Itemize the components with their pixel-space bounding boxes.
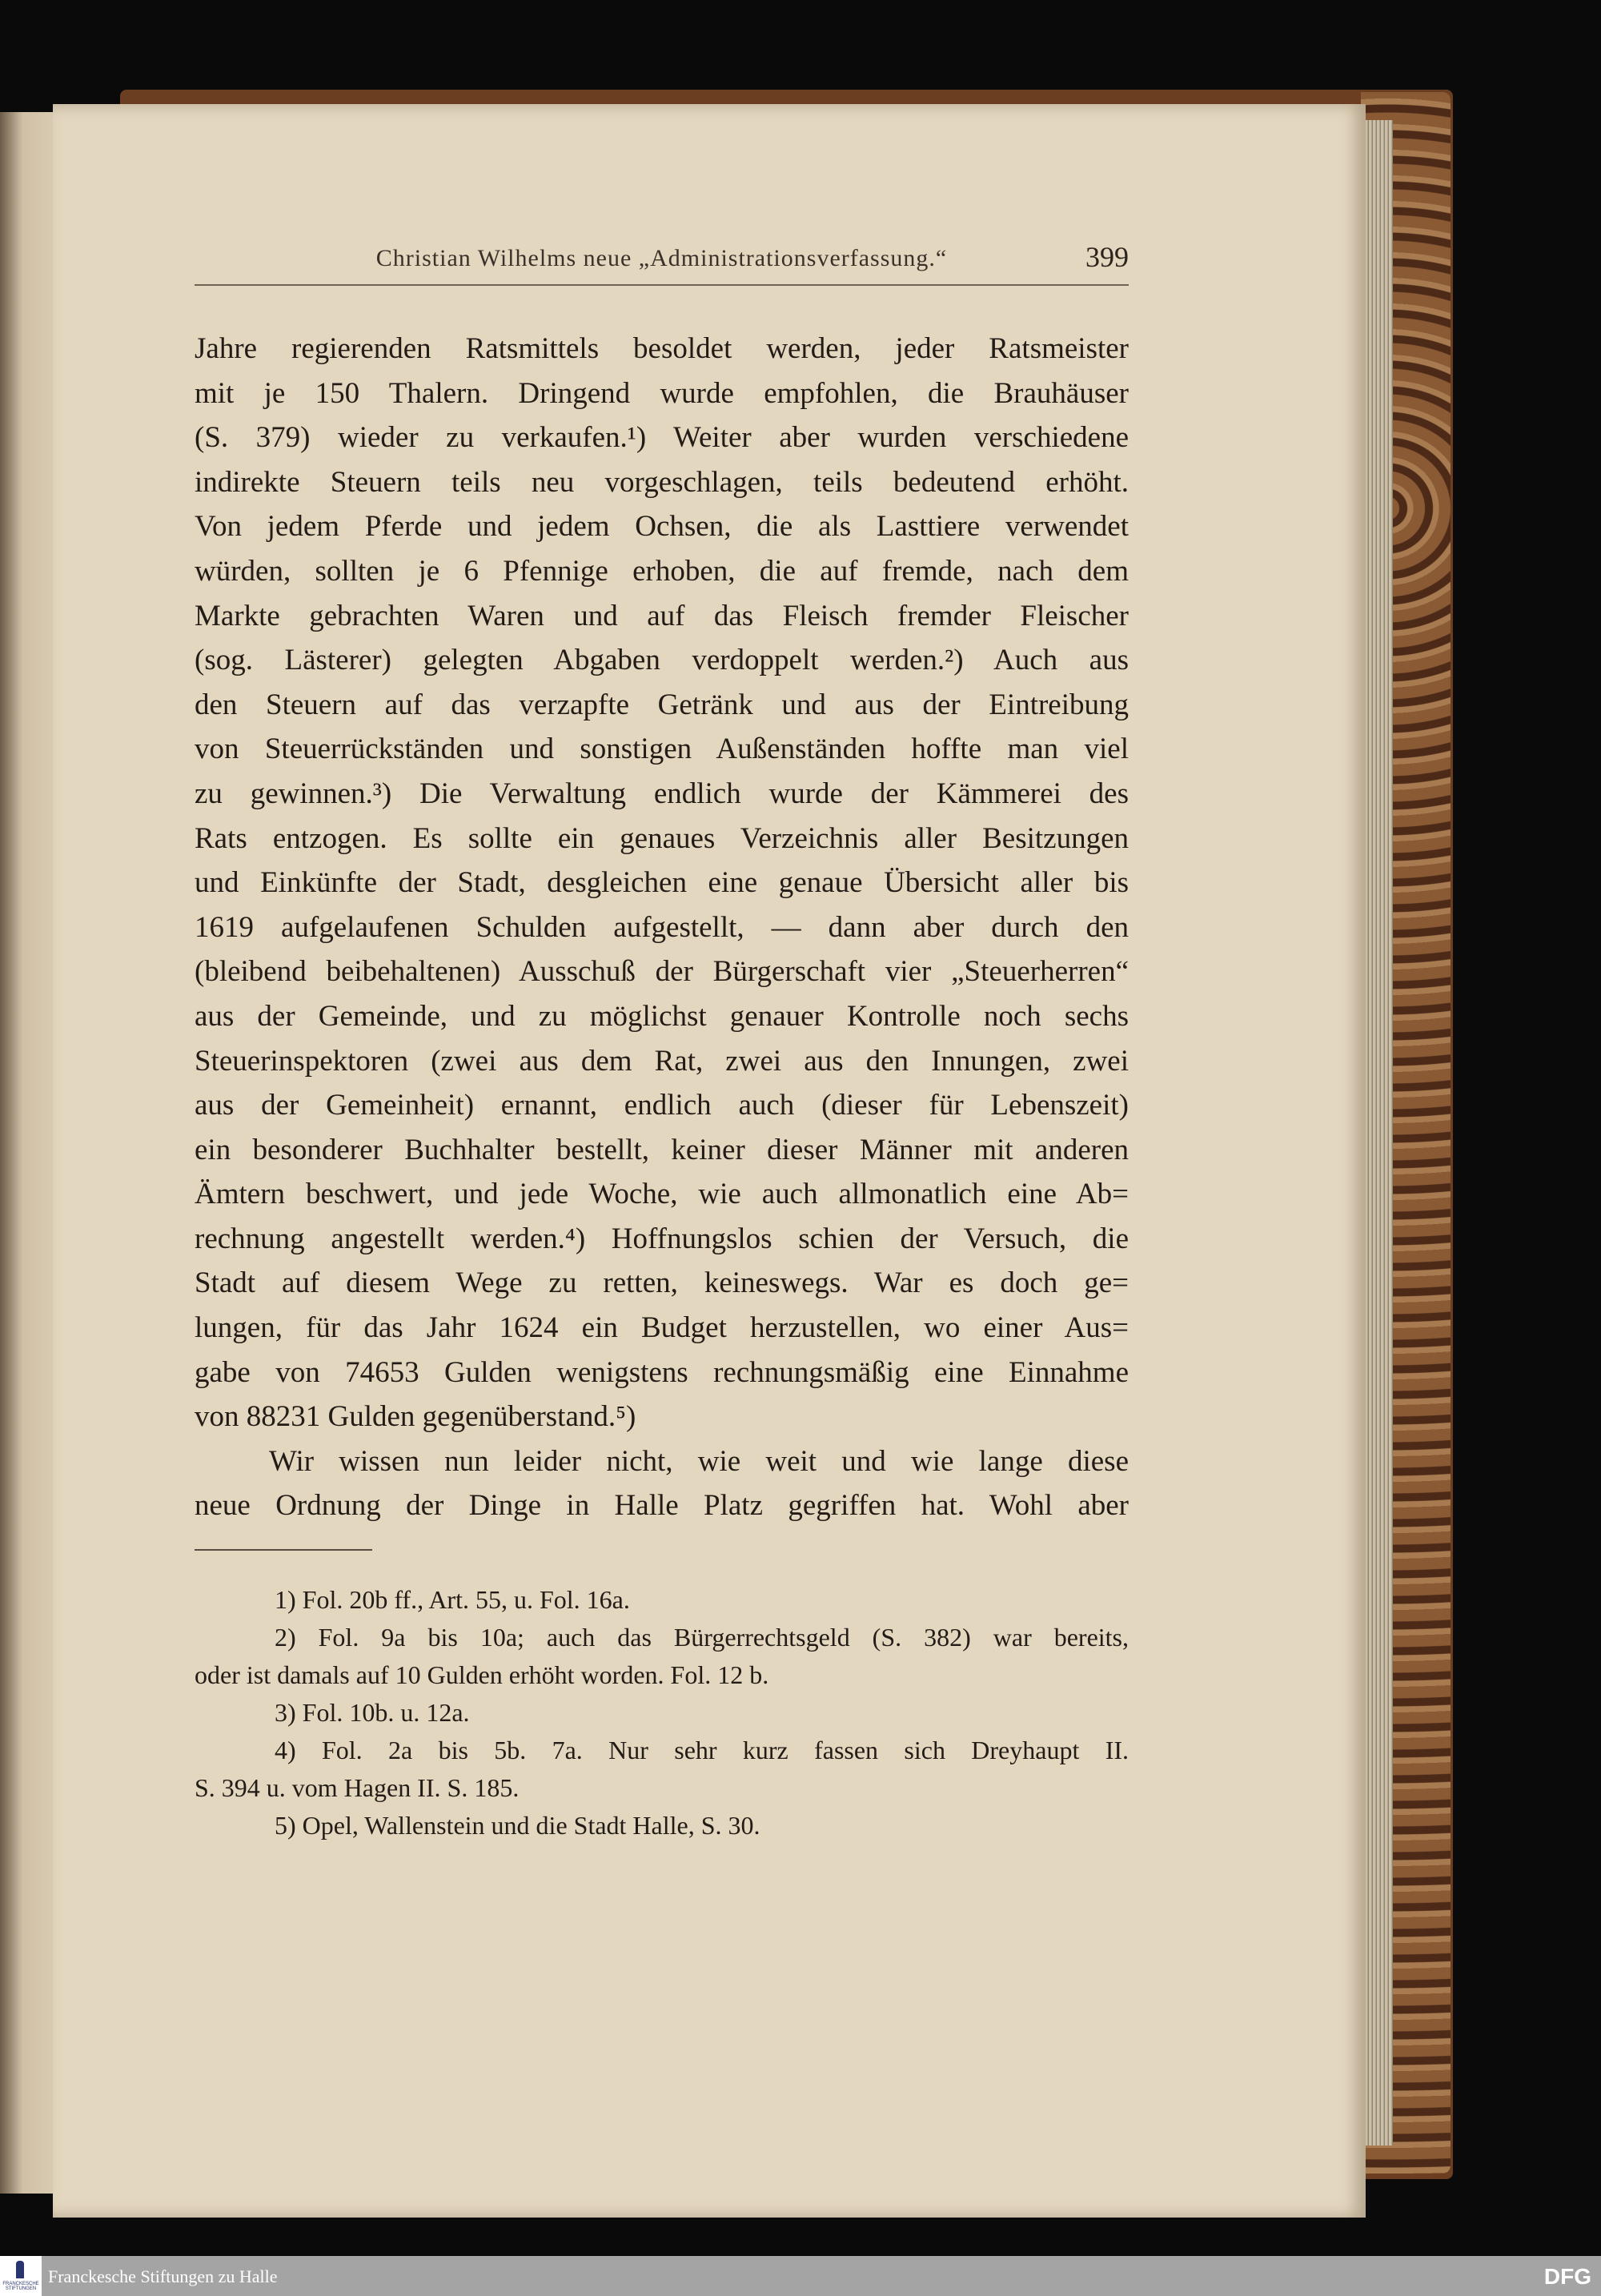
text-line: aus der Gemeinde, und zu möglichst genauer Kontrolle noch sechs — [195, 999, 1129, 1033]
page-number: 399 — [1085, 241, 1129, 273]
text-line: indirekte Steuern teils neu vorgeschlagen, teils bedeutend erhöht. — [195, 465, 1129, 499]
text-line: (bleibend beibehaltenen) Ausschuß der Bürgerschaft vier „Steuerherren“ — [195, 955, 1129, 989]
text-line: würden, sollten je 6 Pfennige erhoben, die auf fremde, nach dem — [195, 554, 1129, 588]
text-line: Ämtern beschwert, und jede Woche, wie auch allmonatlich eine Ab= — [195, 1178, 1129, 1211]
footnote-line: oder ist damals auf 10 Gulden erhöht worden. Fol. 12 b. — [195, 1660, 769, 1689]
text-line: (sog. Lästerer) gelegten Abgaben verdoppelt werden.²) Auch aus — [195, 644, 1129, 677]
text-line: Markte gebrachten Waren und auf das Fleisch fremder Fleischer — [195, 599, 1129, 632]
header-rule — [195, 284, 1129, 286]
footnote-line: 3) Fol. 10b. u. 12a. — [275, 1698, 470, 1727]
text-line: den Steuern auf das verzapfte Getränk und aus der Eintreibung — [195, 688, 1129, 721]
footnotes — [195, 1581, 1129, 1844]
logo-figure-icon — [16, 2261, 24, 2278]
text-line: neue Ordnung der Dinge in Halle Platz gegriffen hat. Wohl aber — [195, 1489, 1129, 1523]
text-line: Rats entzogen. Es sollte ein genaues Verzeichnis aller Besitzungen — [195, 821, 1129, 855]
text-line: Steuerinspektoren (zwei aus dem Rat, zwei aus den Innungen, zwei — [195, 1044, 1129, 1078]
text-line: Wir wissen nun leider nicht, wie weit und wie lange diese — [269, 1444, 1129, 1478]
footnote-line: 5) Opel, Wallenstein und die Stadt Halle, S. 30. — [275, 1811, 760, 1840]
dfg-logo[interactable]: DFG — [1543, 2264, 1591, 2289]
text-line: rechnung angestellt werden.⁴) Hoffnungslos schien der Versuch, die — [195, 1222, 1129, 1255]
text-line: aus der Gemeinheit) ernannt, endlich auch (dieser für Lebenszeit) — [195, 1089, 1129, 1122]
viewer-footer-bar — [0, 2256, 1601, 2296]
text-line: mit je 150 Thalern. Dringend wurde empfohlen, die Brauhäuser — [195, 376, 1129, 410]
text-line: 1619 aufgelaufenen Schulden aufgestellt, — dann aber durch den — [195, 910, 1129, 944]
running-title: Christian Wilhelms neue „Administrationsverfassung.“ — [375, 245, 948, 271]
institution-logo[interactable] — [0, 2256, 42, 2296]
page-stack-edge — [1361, 120, 1393, 2145]
text-line: Stadt auf diesem Wege zu retten, keineswegs. War es doch ge= — [195, 1266, 1129, 1300]
text-line: von Steuerrückständen und sonstigen Außenständen hoffte man viel — [195, 733, 1129, 766]
text-line: Jahre regierenden Ratsmittels besoldet werden, jeder Ratsmeister — [195, 332, 1129, 365]
body-text — [195, 327, 1129, 1528]
footnote-line: 4) Fol. 2a bis 5b. 7a. Nur sehr kurz fassen sich Dreyhaupt II. — [275, 1736, 1129, 1764]
facing-page-edge — [0, 112, 56, 2194]
footnote-line: 2) Fol. 9a bis 10a; auch das Bürgerrechtsgeld (S. 382) war bereits, — [275, 1623, 1129, 1652]
text-line: Von jedem Pferde und jedem Ochsen, die als Lasttiere verwendet — [195, 510, 1129, 544]
text-line: gabe von 74653 Gulden wenigstens rechnungsmäßig eine Einnahme — [195, 1355, 1129, 1389]
text-line: lungen, für das Jahr 1624 ein Budget herzustellen, wo einer Aus= — [195, 1311, 1129, 1345]
institution-name[interactable]: Franckesche Stiftungen zu Halle — [48, 2266, 278, 2286]
text-line: (S. 379) wieder zu verkaufen.¹) Weiter aber wurden verschiedene — [195, 421, 1129, 455]
text-line: von 88231 Gulden gegenüberstand.⁵) — [195, 1400, 636, 1434]
footnote-line: S. 394 u. vom Hagen II. S. 185. — [195, 1773, 520, 1802]
footnote-rule — [195, 1549, 372, 1551]
text-line: und Einkünfte der Stadt, desgleichen eine genaue Übersicht aller bis — [195, 866, 1129, 900]
footnote-line: 1) Fol. 20b ff., Art. 55, u. Fol. 16a. — [275, 1585, 630, 1614]
page-header — [195, 240, 1129, 280]
text-line: ein besonderer Buchhalter bestellt, keiner dieser Männer mit anderen — [195, 1133, 1129, 1166]
text-line: zu gewinnen.³) Die Verwaltung endlich wurde der Kämmerei des — [195, 777, 1129, 810]
logo-caption: FRANCKESCHE STIFTUNGEN — [2, 2282, 39, 2291]
